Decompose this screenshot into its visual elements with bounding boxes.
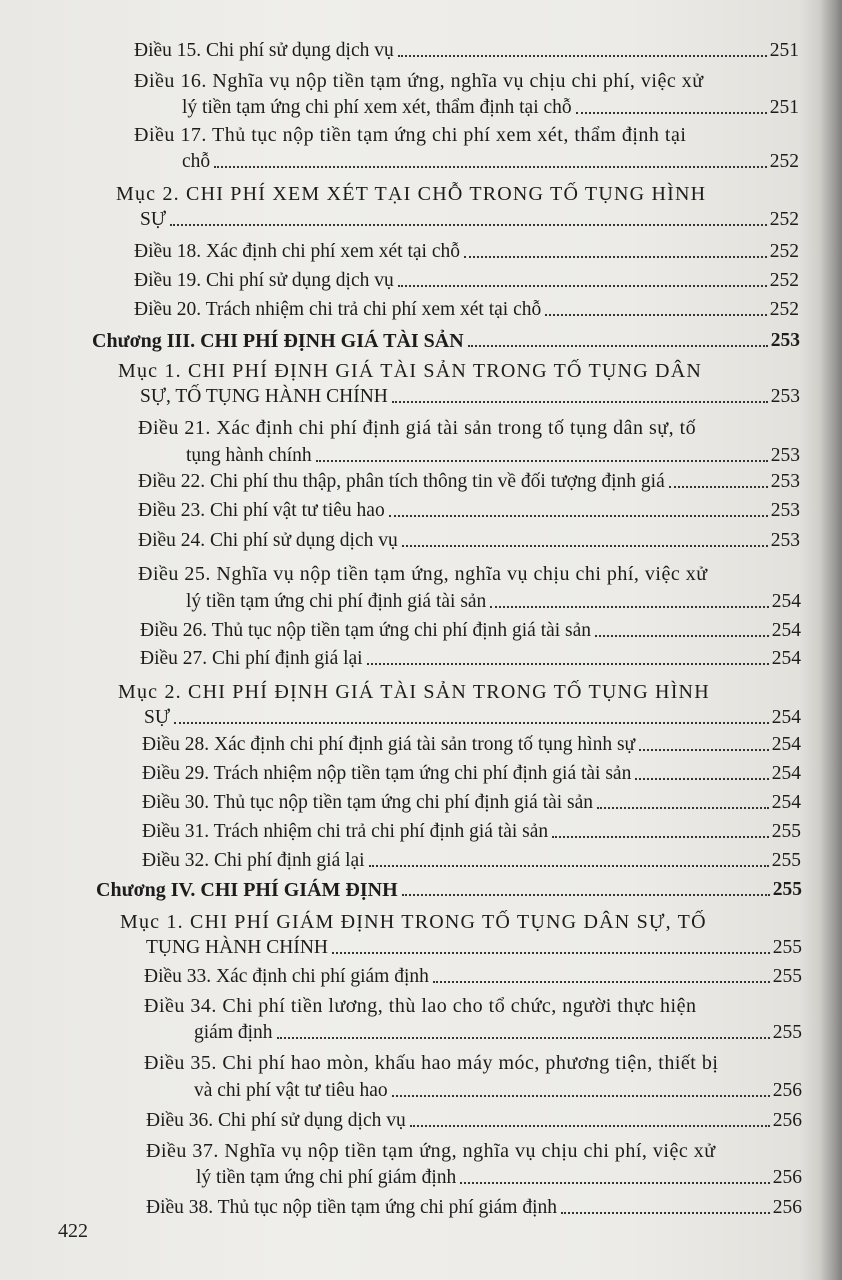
entry-page: 253: [770, 530, 800, 551]
entry-title: Điều 29. Trách nhiệm nộp tiền tạm ứng chi phí định giá tài sản: [142, 763, 632, 784]
toc-entry: [138, 471, 800, 493]
dot-leader: [367, 663, 769, 665]
entry-title-cont: SỰ: [144, 707, 170, 728]
dot-leader: [597, 807, 769, 809]
entry-page: 254: [771, 792, 801, 813]
toc-entry: [134, 299, 799, 321]
dot-leader: [490, 606, 768, 608]
toc-entry: [182, 97, 799, 119]
entry-page: 254: [771, 620, 801, 641]
toc-entry: [194, 1080, 802, 1102]
entry-title: Điều 18. Xác định chi phí xem xét tại chỗ: [134, 241, 460, 262]
entry-page: 252: [769, 299, 799, 320]
chapter-title: Chương IV. CHI PHÍ GIÁM ĐỊNH: [96, 879, 398, 901]
toc-entry: [146, 937, 802, 959]
entry-page: 254: [771, 648, 801, 669]
entry-title-cont: lý tiền tạm ứng chi phí định giá tài sản: [186, 591, 487, 612]
toc-entry: [146, 1110, 802, 1132]
dot-leader: [214, 166, 767, 168]
toc-entry: [138, 530, 800, 552]
toc-entry: [140, 620, 801, 642]
entry-title: Điều 36. Chi phí sử dụng dịch vụ: [146, 1110, 406, 1131]
entry-title-cont: giám định: [194, 1022, 273, 1043]
entry-title: Điều 33. Xác định chi phí giám định: [144, 966, 429, 987]
toc-entry: [196, 1167, 802, 1189]
dot-leader: [669, 486, 768, 488]
entry-page: 255: [771, 821, 801, 842]
entry-title-cont: SỰ: [140, 209, 166, 230]
toc-entry: [134, 40, 799, 62]
dot-leader: [392, 1095, 770, 1097]
dot-leader: [398, 285, 767, 287]
dot-leader: [277, 1037, 770, 1039]
entry-title: Điều 24. Chi phí sử dụng dịch vụ: [138, 530, 398, 551]
section-heading: Mục 1. CHI PHÍ GIÁM ĐỊNH TRONG TỐ TỤNG DÂN SỰ, TỐ: [120, 911, 707, 933]
entry-title-cont: lý tiền tạm ứng chi phí xem xét, thẩm định tại chỗ: [182, 97, 572, 118]
entry-title-cont: tụng hành chính: [186, 445, 312, 466]
dot-leader: [561, 1212, 770, 1214]
dot-leader: [170, 224, 767, 226]
entry-page: 255: [772, 1022, 802, 1043]
entry-page: 254: [771, 591, 801, 612]
dot-leader: [369, 865, 769, 867]
dot-leader: [639, 749, 769, 751]
entry-page: 255: [772, 966, 802, 987]
toc-entry: [194, 1022, 802, 1044]
entry-page: 256: [772, 1080, 802, 1101]
entry-title-cont: lý tiền tạm ứng chi phí giám định: [196, 1167, 457, 1188]
toc-entry-heading: Điều 21. Xác định chi phí định giá tài sản trong tố tụng dân sự, tố: [138, 417, 697, 439]
entry-title: Điều 30. Thủ tục nộp tiền tạm ứng chi phí định giá tài sản: [142, 792, 594, 813]
entry-page: 255: [772, 937, 802, 958]
entry-page: 255: [771, 850, 801, 871]
toc-entry-heading: Điều 25. Nghĩa vụ nộp tiền tạm ứng, nghĩa vụ chịu chi phí, việc xử: [138, 563, 708, 585]
chapter-page: 253: [770, 330, 800, 351]
dot-leader: [389, 515, 768, 517]
entry-title: Điều 23. Chi phí vật tư tiêu hao: [138, 500, 385, 521]
dot-leader: [392, 401, 768, 403]
chapter-title: Chương III. CHI PHÍ ĐỊNH GIÁ TÀI SẢN: [92, 330, 464, 352]
toc-entry-heading: Điều 34. Chi phí tiền lương, thù lao cho tổ chức, người thực hiện: [144, 995, 697, 1017]
entry-title: Điều 27. Chi phí định giá lại: [140, 648, 363, 669]
entry-page: 251: [769, 97, 799, 118]
toc-entry: [144, 707, 801, 729]
entry-title: Điều 19. Chi phí sử dụng dịch vụ: [134, 270, 394, 291]
entry-page: 254: [771, 707, 801, 728]
entry-page: 251: [769, 40, 799, 61]
entry-title: Điều 31. Trách nhiệm chi trả chi phí định giá tài sản: [142, 821, 549, 842]
section-heading: Mục 2. CHI PHÍ XEM XÉT TẠI CHỖ TRONG TỐ TỤNG HÌNH: [116, 183, 707, 205]
section-heading: Mục 1. CHI PHÍ ĐỊNH GIÁ TÀI SẢN TRONG TỐ TỤNG DÂN: [118, 360, 702, 382]
entry-title: Điều 28. Xác định chi phí định giá tài sản trong tố tụng hình sự: [142, 734, 636, 755]
entry-title: Điều 20. Trách nhiệm chi trả chi phí xem xét tại chỗ: [134, 299, 542, 320]
entry-title: Điều 15. Chi phí sử dụng dịch vụ: [134, 40, 394, 61]
toc-entry: [146, 1197, 802, 1219]
chapter-entry: [96, 879, 802, 901]
dot-leader: [174, 722, 769, 724]
toc-entry: [144, 966, 802, 988]
dot-leader: [402, 894, 770, 896]
toc-entry: [142, 792, 801, 814]
dot-leader: [468, 345, 768, 347]
entry-page: 252: [769, 151, 799, 172]
toc-entry: [142, 734, 801, 756]
entry-title-cont: và chi phí vật tư tiêu hao: [194, 1080, 388, 1101]
dot-leader: [410, 1125, 770, 1127]
entry-page: 253: [770, 386, 800, 407]
entry-title-cont: TỤNG HÀNH CHÍNH: [146, 937, 328, 958]
dot-leader: [398, 55, 767, 57]
dot-leader: [316, 460, 768, 462]
toc-entry-heading: Điều 17. Thủ tục nộp tiền tạm ứng chi phí xem xét, thẩm định tại: [134, 124, 687, 146]
entry-page: 256: [772, 1167, 802, 1188]
dot-leader: [464, 256, 767, 258]
chapter-page: 255: [772, 879, 802, 900]
entry-title-cont: chỗ: [182, 151, 211, 172]
entry-page: 254: [771, 763, 801, 784]
toc-entry-heading: Điều 37. Nghĩa vụ nộp tiền tạm ứng, nghĩa vụ chịu chi phí, việc xử: [146, 1140, 716, 1162]
dot-leader: [552, 836, 769, 838]
entry-title: Điều 38. Thủ tục nộp tiền tạm ứng chi phí giám định: [146, 1197, 557, 1218]
toc-entry: [186, 591, 801, 613]
dot-leader: [576, 112, 767, 114]
chapter-entry: [92, 330, 800, 352]
toc-entry: [142, 850, 801, 872]
dot-leader: [433, 981, 770, 983]
toc-entry: [186, 445, 800, 467]
page-number: 422: [58, 1220, 88, 1242]
toc-entry-heading: Điều 16. Nghĩa vụ nộp tiền tạm ứng, nghĩa vụ chịu chi phí, việc xử: [134, 70, 704, 92]
entry-title-cont: SỰ, TỐ TỤNG HÀNH CHÍNH: [140, 386, 388, 407]
entry-title: Điều 32. Chi phí định giá lại: [142, 850, 365, 871]
dot-leader: [595, 635, 769, 637]
toc-entry: [140, 209, 799, 231]
entry-page: 252: [769, 270, 799, 291]
dot-leader: [460, 1182, 770, 1184]
entry-page: 256: [772, 1110, 802, 1131]
entry-page: 252: [769, 209, 799, 230]
entry-title: Điều 26. Thủ tục nộp tiền tạm ứng chi phí định giá tài sản: [140, 620, 592, 641]
entry-page: 253: [770, 471, 800, 492]
toc-entry: [138, 500, 800, 522]
toc-entry: [134, 241, 799, 263]
dot-leader: [402, 545, 768, 547]
entry-page: 256: [772, 1197, 802, 1218]
dot-leader: [545, 314, 767, 316]
toc-entry: [142, 763, 801, 785]
dot-leader: [332, 952, 770, 954]
section-heading: Mục 2. CHI PHÍ ĐỊNH GIÁ TÀI SẢN TRONG TỐ TỤNG HÌNH: [118, 681, 710, 703]
dot-leader: [635, 778, 768, 780]
toc-entry: [142, 821, 801, 843]
toc-entry: [182, 151, 799, 173]
entry-page: 252: [769, 241, 799, 262]
entry-page: 254: [771, 734, 801, 755]
toc-entry: [134, 270, 799, 292]
entry-page: 253: [770, 445, 800, 466]
entry-title: Điều 22. Chi phí thu thập, phân tích thông tin về đối tượng định giá: [138, 471, 665, 492]
toc-entry-heading: Điều 35. Chi phí hao mòn, khấu hao máy móc, phương tiện, thiết bị: [144, 1052, 719, 1074]
toc-entry: [140, 648, 801, 670]
entry-page: 253: [770, 500, 800, 521]
toc-entry: [140, 386, 800, 408]
